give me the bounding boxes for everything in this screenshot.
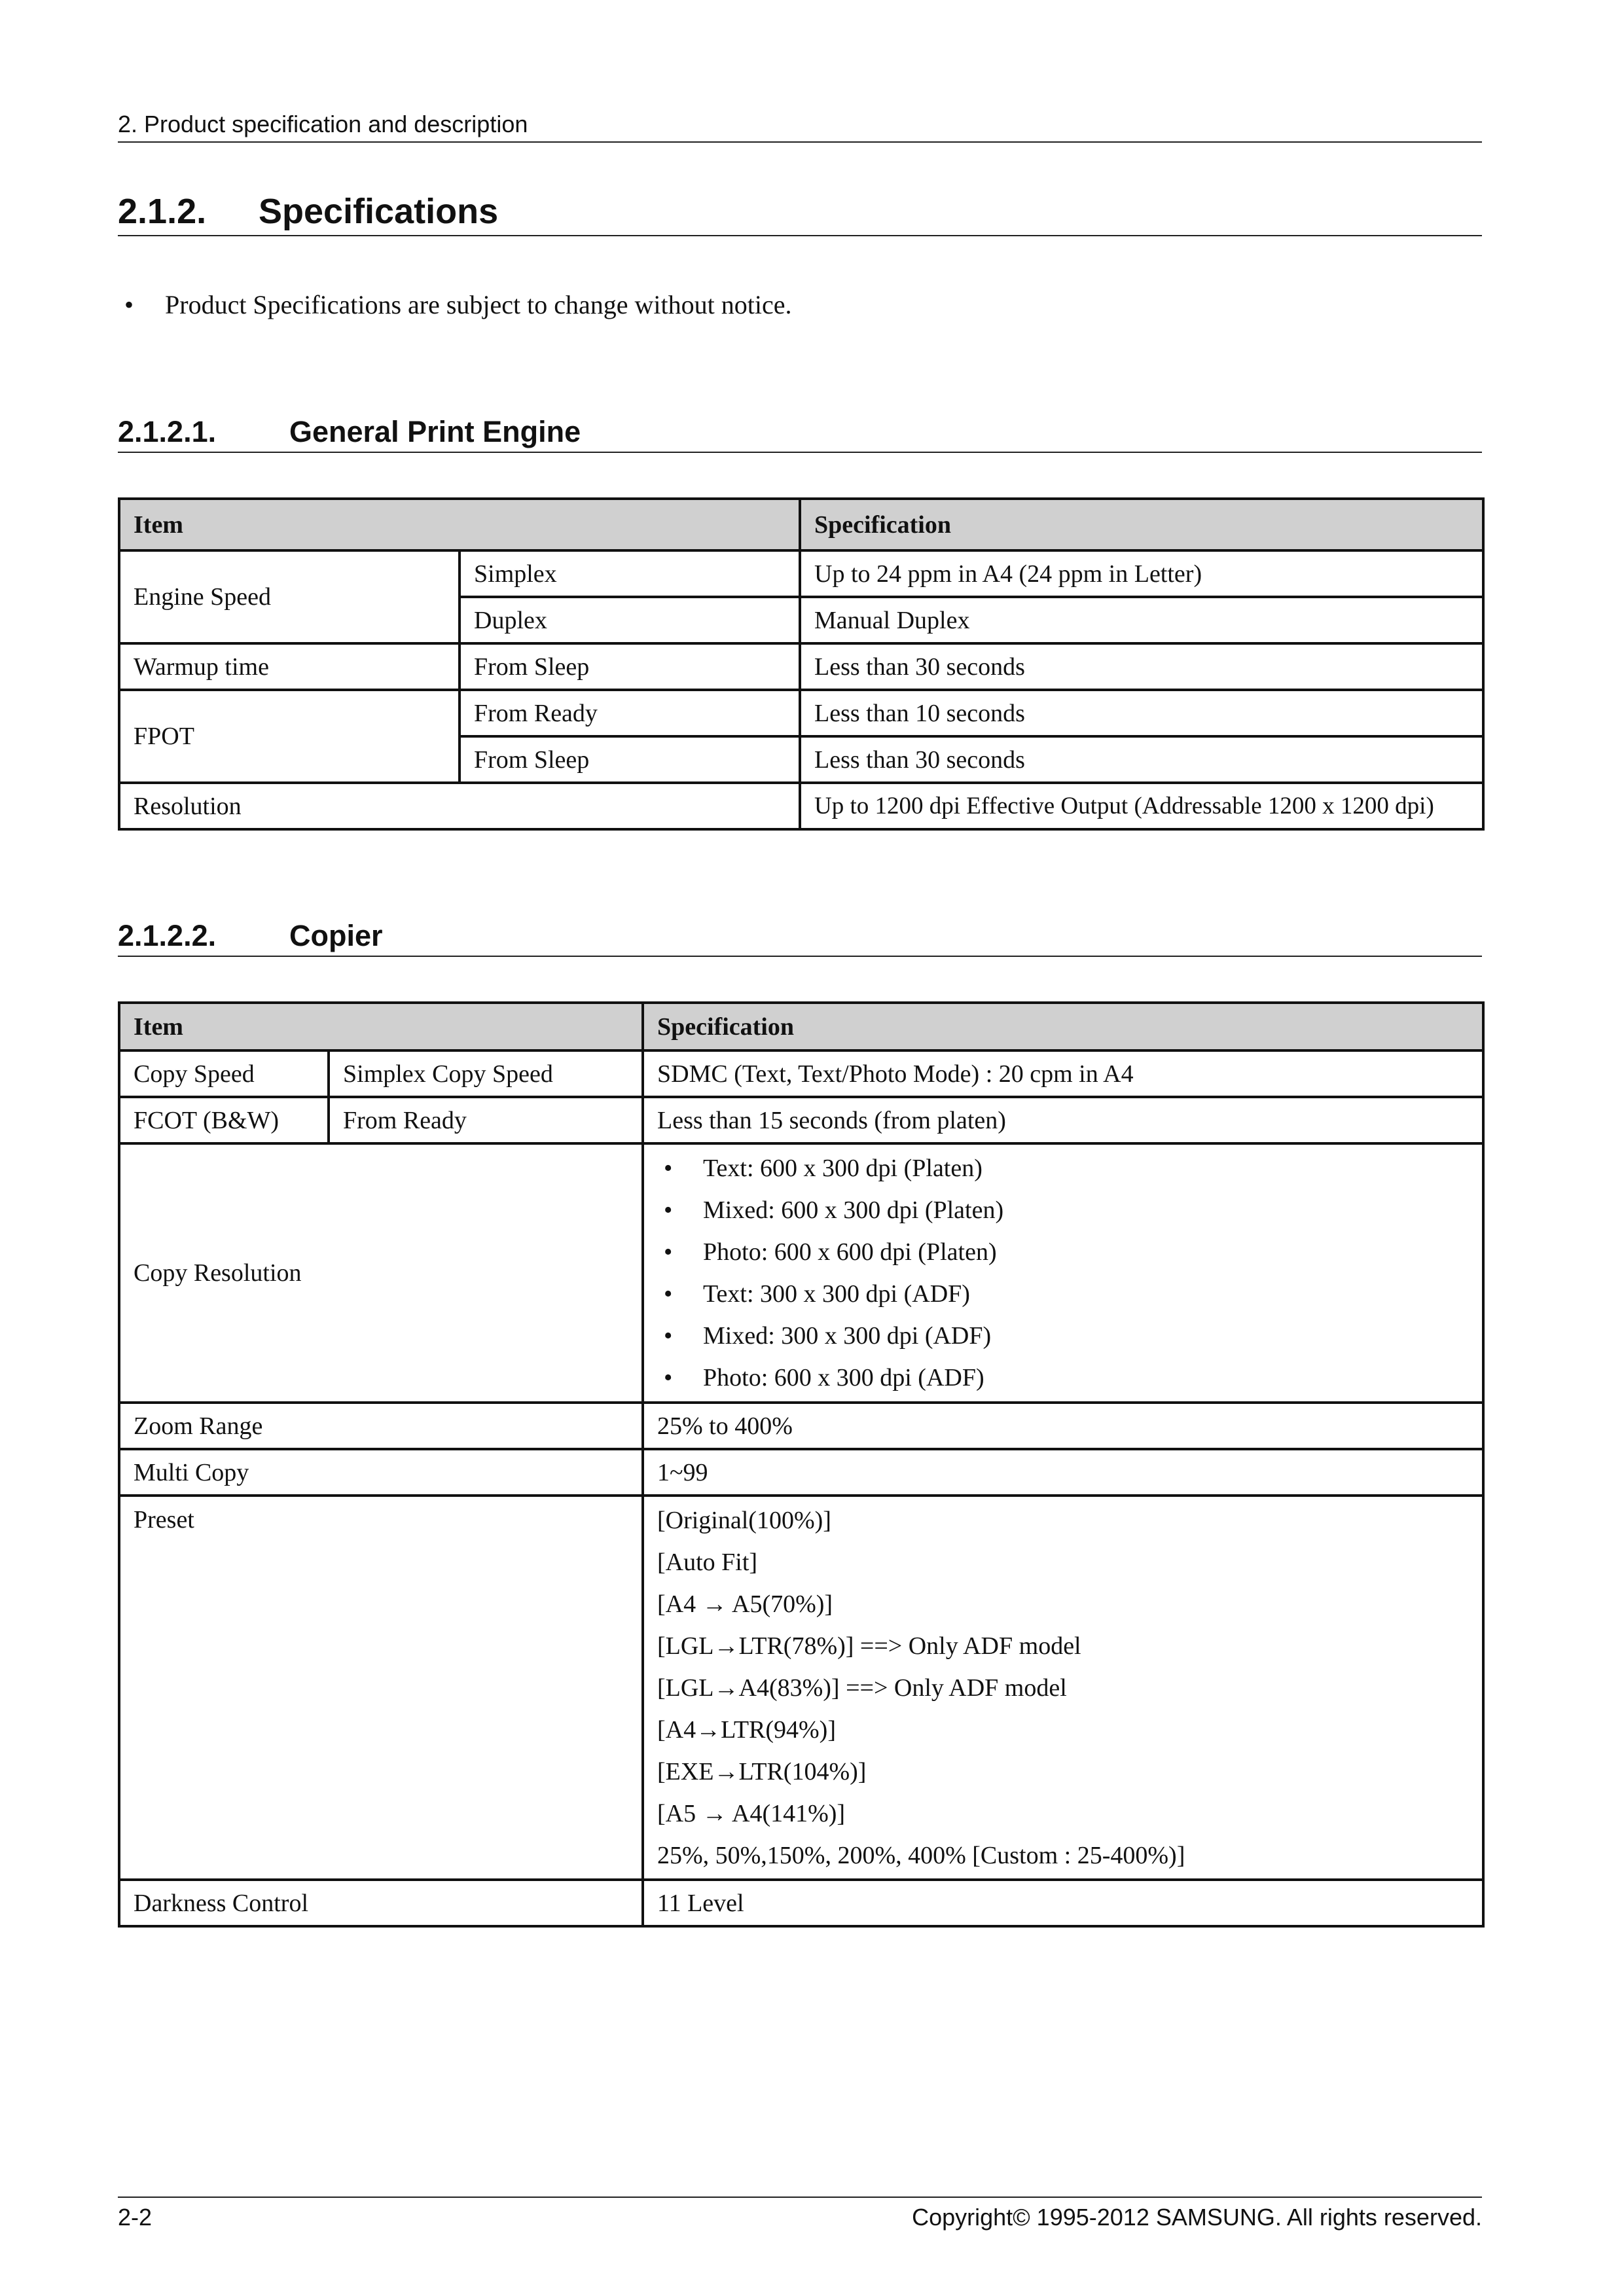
subsection-heading-copier bbox=[118, 916, 1482, 957]
list-item: [Auto Fit] bbox=[657, 1549, 758, 1576]
table-row bbox=[119, 550, 1483, 597]
section-heading bbox=[118, 188, 1482, 236]
engine-spec-table bbox=[118, 497, 1485, 831]
table-row bbox=[119, 1496, 1483, 1880]
list-item: [A5 → A4(141%)] bbox=[657, 1800, 846, 1827]
row-label: Zoom Range bbox=[119, 1403, 643, 1449]
header-item: Item bbox=[119, 499, 800, 550]
row-label: Darkness Control bbox=[119, 1880, 643, 1926]
list-item: • Mixed: 300 x 300 dpi (ADF) bbox=[664, 1322, 992, 1350]
list-item: [A4→LTR(94%)] bbox=[657, 1716, 836, 1744]
notice-bullet: • bbox=[124, 290, 134, 319]
table-row bbox=[119, 1449, 1483, 1496]
footer-rule bbox=[118, 2197, 1482, 2198]
row-label: Copy Resolution bbox=[119, 1143, 643, 1403]
notice-text: Product Specifications are subject to change without notice. bbox=[165, 290, 792, 319]
table-row bbox=[119, 1143, 1483, 1403]
list-item: [EXE→LTR(104%)] bbox=[657, 1758, 867, 1785]
row-value: 11 Level bbox=[643, 1880, 1483, 1926]
row-sub: From Ready bbox=[329, 1097, 643, 1143]
table-row bbox=[119, 643, 1483, 690]
row-value: Less than 15 seconds (from platen) bbox=[643, 1097, 1483, 1143]
table-header-row bbox=[119, 1003, 1483, 1050]
row-value: Up to 1200 dpi Effective Output (Addressable 1200 x 1200 dpi) bbox=[800, 783, 1483, 829]
copy-resolution-list bbox=[657, 1147, 1469, 1399]
running-header bbox=[118, 109, 1482, 143]
copier-spec-table bbox=[118, 1001, 1485, 1928]
row-label: Copy Speed bbox=[119, 1050, 329, 1097]
list-item: [A4 → A5(70%)] bbox=[657, 1590, 833, 1618]
row-value: Manual Duplex bbox=[800, 597, 1483, 643]
list-item: • Photo: 600 x 300 dpi (ADF) bbox=[664, 1364, 984, 1391]
subsection-heading-engine bbox=[118, 412, 1482, 453]
row-sub: From Ready bbox=[460, 690, 800, 736]
row-value: Up to 24 ppm in A4 (24 ppm in Letter) bbox=[800, 550, 1483, 597]
table-row bbox=[119, 783, 1483, 829]
table-row bbox=[119, 690, 1483, 736]
row-sub: Simplex bbox=[460, 550, 800, 597]
list-item: • Text: 300 x 300 dpi (ADF) bbox=[664, 1280, 970, 1308]
list-item: 25%, 50%,150%, 200%, 400% [Custom : 25-400%)] bbox=[657, 1842, 1185, 1869]
row-label: Multi Copy bbox=[119, 1449, 643, 1496]
row-value: 1~99 bbox=[643, 1449, 1483, 1496]
list-item: [LGL→A4(83%)] ==> Only ADF model bbox=[657, 1674, 1067, 1702]
row-value: SDMC (Text, Text/Photo Mode) : 20 cpm in A4 bbox=[643, 1050, 1483, 1097]
list-item: [LGL→LTR(78%)] ==> Only ADF model bbox=[657, 1632, 1081, 1660]
row-label: Resolution bbox=[119, 783, 800, 829]
row-sub: Simplex Copy Speed bbox=[329, 1050, 643, 1097]
table-row bbox=[119, 1880, 1483, 1926]
row-sub: From Sleep bbox=[460, 736, 800, 783]
section-title: Specifications bbox=[259, 192, 499, 231]
row-sub: From Sleep bbox=[460, 643, 800, 690]
copy-resolution-cell bbox=[643, 1143, 1483, 1403]
list-item: • Text: 600 x 300 dpi (Platen) bbox=[664, 1155, 983, 1182]
preset-list bbox=[657, 1499, 1469, 1876]
subsection-title: General Print Engine bbox=[289, 415, 581, 448]
table-row bbox=[119, 1403, 1483, 1449]
notice bbox=[124, 288, 792, 322]
row-label: FPOT bbox=[119, 690, 460, 783]
list-item: • Photo: 600 x 600 dpi (Platen) bbox=[664, 1238, 997, 1266]
copyright: Copyright© 1995-2012 SAMSUNG. All rights reserved. bbox=[912, 2204, 1482, 2231]
header-item: Item bbox=[119, 1003, 643, 1050]
running-header-title: 2. Product specification and description bbox=[118, 111, 528, 137]
row-label: Engine Speed bbox=[119, 550, 460, 643]
row-sub: Duplex bbox=[460, 597, 800, 643]
subsection-number: 2.1.2.1. bbox=[118, 415, 217, 448]
row-value: Less than 30 seconds bbox=[800, 643, 1483, 690]
row-label: FCOT (B&W) bbox=[119, 1097, 329, 1143]
page-number: 2-2 bbox=[118, 2204, 153, 2231]
row-label: Warmup time bbox=[119, 643, 460, 690]
subsection-title: Copier bbox=[289, 919, 383, 952]
list-item: • Mixed: 600 x 300 dpi (Platen) bbox=[664, 1196, 1004, 1224]
table-header-row bbox=[119, 499, 1483, 550]
table-row bbox=[119, 1097, 1483, 1143]
row-value: Less than 10 seconds bbox=[800, 690, 1483, 736]
subsection-number: 2.1.2.2. bbox=[118, 919, 217, 952]
row-label: Preset bbox=[119, 1496, 643, 1880]
table-row bbox=[119, 1050, 1483, 1097]
list-item: [Original(100%)] bbox=[657, 1507, 831, 1534]
section-number: 2.1.2. bbox=[118, 192, 207, 231]
preset-cell bbox=[643, 1496, 1483, 1880]
header-spec: Specification bbox=[800, 499, 1483, 550]
row-value: 25% to 400% bbox=[643, 1403, 1483, 1449]
row-value: Less than 30 seconds bbox=[800, 736, 1483, 783]
header-spec: Specification bbox=[643, 1003, 1483, 1050]
